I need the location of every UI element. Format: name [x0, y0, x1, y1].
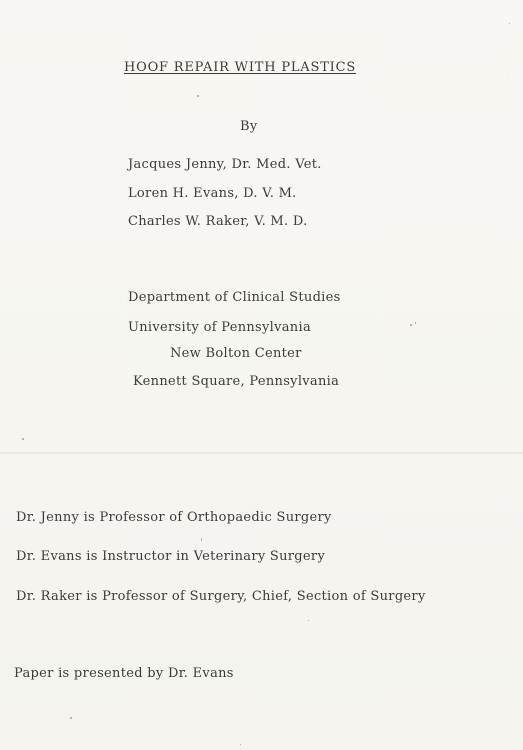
author-jenny: Jacques Jenny, Dr. Med. Vet. [128, 157, 322, 172]
presenter-note: Paper is presented by Dr. Evans [14, 666, 234, 681]
paper-speck [308, 620, 309, 621]
affiliation-location: Kennett Square, Pennsylvania [133, 374, 340, 389]
role-raker: Dr. Raker is Professor of Surgery, Chief, Section of Surgery [16, 589, 426, 604]
author-evans: Loren H. Evans, D. V. M. [128, 186, 297, 201]
affiliation-center: New Bolton Center [170, 346, 302, 361]
paper-speck [70, 717, 72, 719]
document-title: HOOF REPAIR WITH PLASTICS [124, 60, 357, 75]
author-raker: Charles W. Raker, V. M. D. [128, 214, 308, 229]
role-evans: Dr. Evans is Instructor in Veterinary Surgery [16, 549, 326, 564]
paper-speck [22, 438, 24, 440]
by-line: By [240, 119, 258, 134]
paper-fold [0, 452, 523, 454]
role-jenny: Dr. Jenny is Professor of Orthopaedic Surgery [16, 510, 332, 525]
paper-speck [415, 322, 416, 324]
paper-speck [201, 538, 202, 541]
affiliation-university: University of Pennsylvania [128, 320, 311, 335]
paper-speck [240, 744, 241, 745]
paper-speck [410, 324, 412, 326]
paper-speck [509, 23, 510, 24]
affiliation-department: Department of Clinical Studies [128, 290, 341, 305]
paper-speck [197, 95, 199, 97]
